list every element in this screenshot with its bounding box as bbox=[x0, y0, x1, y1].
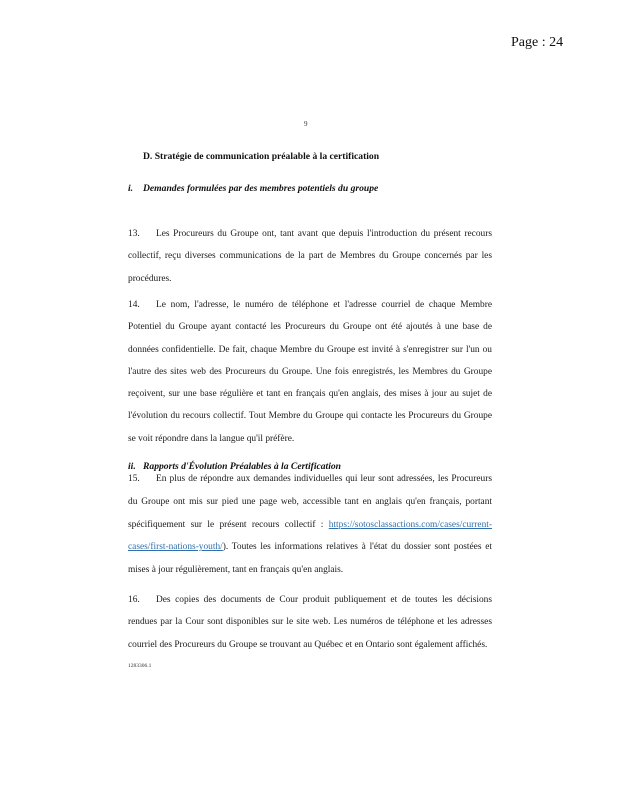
paragraph-text: Des copies des documents de Cour produit publiquement et de toutes les décisions rendues par la Cour sont disponibles sur le site web. Les numéros de téléphone et les adresses courriel des Procureurs du Groupe se trouvant au Québec et en Ontario sont également affichés. bbox=[128, 595, 492, 650]
subheading-i bbox=[128, 183, 378, 194]
page-number: 9 bbox=[304, 120, 308, 128]
subheading-title: Demandes formulées par des membres potentiels du groupe bbox=[143, 183, 379, 194]
paragraph-13 bbox=[128, 223, 492, 290]
paragraph-15 bbox=[128, 468, 492, 582]
paragraph-number: 15. bbox=[128, 474, 140, 484]
subheading-title: Rapports d'Évolution Préalables à la Certification bbox=[143, 461, 342, 472]
subheading-numeral: i. bbox=[128, 183, 134, 194]
document-id: 1283306.1 bbox=[128, 663, 152, 669]
paragraph-text-after-link: ). Toutes les informations relatives à l'état du dossier sont postées et mises à jour régulièrement, tant en français qu'en anglais. bbox=[128, 542, 492, 576]
paragraph-number: 16. bbox=[128, 595, 140, 605]
paragraph-number: 14. bbox=[128, 300, 140, 310]
subheading-numeral: ii. bbox=[128, 461, 136, 472]
paragraph-text: Les Procureurs du Groupe ont, tant avant que depuis l'introduction du présent recours collectif, reçu diverses communications de la part de Membres du Groupe concernés par les procédures. bbox=[128, 229, 492, 284]
paragraph-14 bbox=[128, 294, 492, 450]
case-website-link[interactable]: https://sotosclassactions.com/cases/current-cases/first-nations-youth/ bbox=[128, 519, 492, 553]
paragraph-number: 13. bbox=[128, 229, 140, 239]
paragraph-16 bbox=[128, 589, 492, 656]
page-label: Page : 24 bbox=[511, 35, 564, 50]
paragraph-text: Le nom, l'adresse, le numéro de téléphone et l'adresse courriel de chaque Membre Potentiel du Groupe ayant contacté les Procureurs du Groupe ont été ajoutés à une base de données confidentielle. De fait, chaque Membre du Groupe est invité à s'enregistrer sur l'un ou l'autre des sites web des Procureurs du Groupe. Une fois enregistrés, les Membres du Groupe reçoivent, sur une base régulière et tant en français qu'en anglais, des mises à jour au sujet de l'évolution du recours collectif. Tout Membre du Groupe qui contacte les Procureurs du Groupe se voit répondre dans la langue qu'il préfère. bbox=[128, 300, 492, 444]
section-heading: D. Stratégie de communication préalable à la certification bbox=[143, 151, 380, 162]
paragraph-text-before-link: En plus de répondre aux demandes individuelles qui leur sont adressées, les Procureurs du Groupe ont mis sur pied une page web, accessible tant en anglais qu'en français, portant spécifiquement sur le présent recours collectif : bbox=[128, 474, 492, 530]
